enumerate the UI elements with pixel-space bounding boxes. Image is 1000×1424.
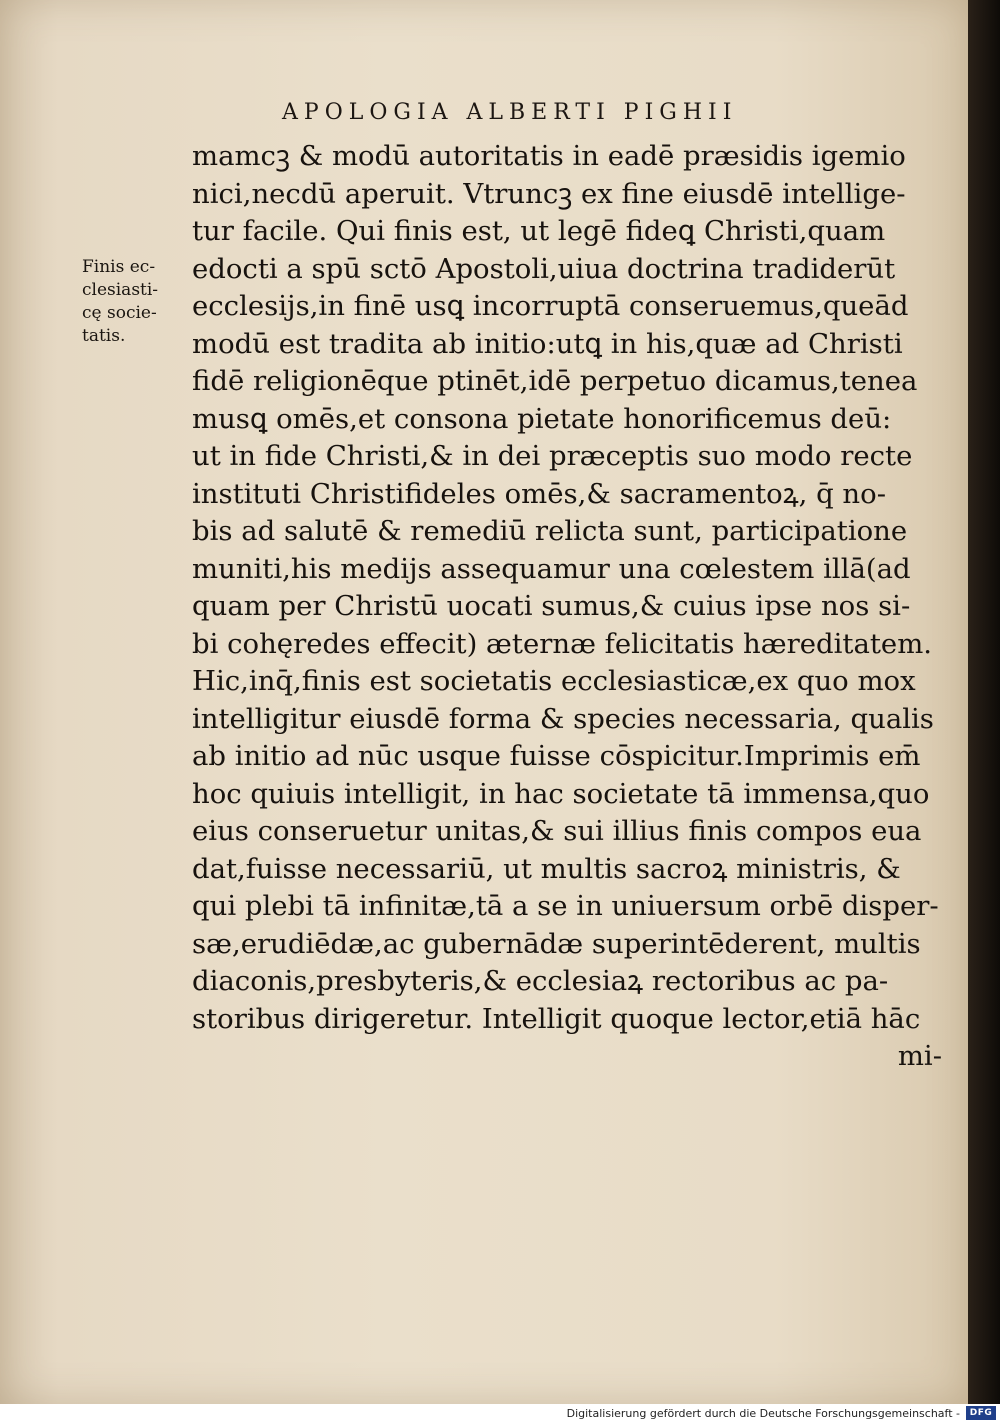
footer-credit: Digitalisierung gefördert durch die Deutsche Forschungsgemeinschaft - <box>566 1407 960 1420</box>
text-line: musꝗ omēs,et consona pietate honorificemus deū: <box>192 402 892 435</box>
text-line: dat,fuisse necessariū, ut multis sacroꝝ ministris, & <box>192 852 901 885</box>
marginal-note-line: Finis ec- <box>82 257 156 277</box>
text-line: Hic,inq̄,finis est societatis ecclesiasticæ,ex quo mox <box>192 665 916 697</box>
page-edge <box>968 0 1000 1404</box>
text-line: storibus dirigeretur. Intelligit quoque lector,etiā hāc <box>192 1002 921 1035</box>
text-line: qui plebi tā infinitæ,tā a se in uniuersum orbē disper- <box>192 890 939 922</box>
text-line: bi cohęredes effecit) æternæ felicitatis hæreditatem. <box>192 627 933 660</box>
text-line: ecclesijs,in finē usꝗ incorruptā conseruemus,queād <box>192 290 909 322</box>
text-line: quam per Christū uocati sumus,& cuius ipse nos si- <box>192 590 911 622</box>
text-line: diaconis,presbyteris,& ecclesiaꝝ rectoribus ac pa- <box>192 965 889 997</box>
text-line: tur facile. Qui finis est, ut legē fideꝗ Christi,quam <box>192 215 886 247</box>
running-head: APOLOGIA ALBERTI PIGHII <box>282 100 738 125</box>
text-line: edocti a spū sctō Apostoli,uiua doctrina tradiderūt <box>192 252 896 285</box>
marginal-note-line: cę socie- <box>82 303 157 323</box>
text-line: nici,necdū aperuit. Vtruncꝫ ex fine eiusdē intellige- <box>192 177 906 210</box>
text-line: bis ad salutē & remediū relicta sunt, participatione <box>192 515 908 547</box>
text-line: intelligitur eiusdē forma & species necessaria, qualis <box>192 702 934 735</box>
text-line: instituti Christifideles omēs,& sacramentoꝝ, q̄ no- <box>192 477 886 510</box>
text-line: modū est tradita ab initio:utꝗ in his,quæ ad Christi <box>192 327 903 360</box>
marginal-note-line: clesiasti- <box>82 280 159 300</box>
text-line: hoc quiuis intelligit, in hac societate tā immensa,quo <box>192 777 930 810</box>
text-line: fidē religionēque ptinēt,idē perpetuo dicamus,tenea <box>192 365 918 397</box>
dfg-logo-icon: DFG <box>966 1406 996 1420</box>
text-line: sæ,erudiēdæ,ac gubernādæ superintēderent, multis <box>192 927 921 960</box>
text-line: ut in fide Christi,& in dei præceptis suo modo recte <box>192 440 913 472</box>
text-line: eius conseruetur unitas,& sui illius finis compos eua <box>192 815 922 847</box>
body-text <box>192 138 942 1076</box>
marginal-note <box>82 256 187 348</box>
catchword: mi- <box>897 1040 942 1072</box>
marginal-note-line: tatis. <box>82 326 126 346</box>
text-line: muniti,his medijs assequamur una cœlestem illā(ad <box>192 552 911 585</box>
text-line: ab initio ad nūc usque fuisse cōspicitur.Imprimis em̄ <box>192 740 921 772</box>
text-line: mamcꝫ & modū autoritatis in eadē præsidis igemio <box>192 140 906 172</box>
